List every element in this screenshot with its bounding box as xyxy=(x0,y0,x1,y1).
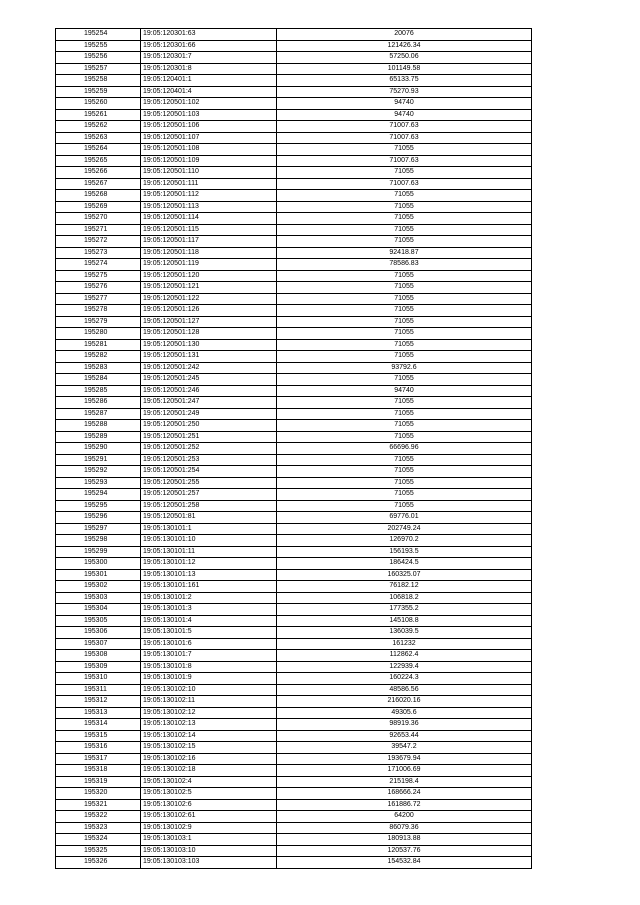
row-number-cell: 195311 xyxy=(56,684,141,696)
row-number-cell: 195299 xyxy=(56,546,141,558)
value-cell: 160224.3 xyxy=(277,673,532,685)
value-cell: 71055 xyxy=(277,270,532,282)
row-number-cell: 195268 xyxy=(56,190,141,202)
value-cell: 94740 xyxy=(277,98,532,110)
cadastral-number-cell: 19:05:120501:117 xyxy=(141,236,277,248)
table-row xyxy=(56,201,532,213)
table-row xyxy=(56,673,532,685)
cadastral-number-cell: 19:05:130102:61 xyxy=(141,811,277,823)
value-cell: 39547.2 xyxy=(277,742,532,754)
value-cell: 71055 xyxy=(277,190,532,202)
table-row xyxy=(56,121,532,133)
value-cell: 94740 xyxy=(277,109,532,121)
cadastral-number-cell: 19:05:120501:258 xyxy=(141,500,277,512)
row-number-cell: 195256 xyxy=(56,52,141,64)
row-number-cell: 195298 xyxy=(56,535,141,547)
table-row xyxy=(56,684,532,696)
value-cell: 156193.5 xyxy=(277,546,532,558)
value-cell: 71055 xyxy=(277,374,532,386)
row-number-cell: 195294 xyxy=(56,489,141,501)
table-row xyxy=(56,75,532,87)
cadastral-number-cell: 19:05:130101:3 xyxy=(141,604,277,616)
cadastral-number-cell: 19:05:130101:12 xyxy=(141,558,277,570)
cadastral-number-cell: 19:05:120501:108 xyxy=(141,144,277,156)
table-row xyxy=(56,190,532,202)
table-row xyxy=(56,397,532,409)
table-row xyxy=(56,615,532,627)
table-row xyxy=(56,443,532,455)
table-row xyxy=(56,132,532,144)
cadastral-value-table xyxy=(55,28,532,869)
table-row xyxy=(56,466,532,478)
row-number-cell: 195269 xyxy=(56,201,141,213)
table-row xyxy=(56,489,532,501)
table-body xyxy=(56,29,532,869)
cadastral-number-cell: 19:05:130101:6 xyxy=(141,638,277,650)
value-cell: 71055 xyxy=(277,431,532,443)
row-number-cell: 195286 xyxy=(56,397,141,409)
cadastral-number-cell: 19:05:120501:112 xyxy=(141,190,277,202)
table-row xyxy=(56,213,532,225)
table-row xyxy=(56,822,532,834)
value-cell: 186424.5 xyxy=(277,558,532,570)
value-cell: 168666.24 xyxy=(277,788,532,800)
value-cell: 161232 xyxy=(277,638,532,650)
value-cell: 57250.06 xyxy=(277,52,532,64)
cadastral-number-cell: 19:05:130102:18 xyxy=(141,765,277,777)
table-row xyxy=(56,719,532,731)
table-row xyxy=(56,753,532,765)
row-number-cell: 195303 xyxy=(56,592,141,604)
table-row xyxy=(56,546,532,558)
row-number-cell: 195272 xyxy=(56,236,141,248)
cadastral-number-cell: 19:05:120501:253 xyxy=(141,454,277,466)
value-cell: 112862.4 xyxy=(277,650,532,662)
table-row xyxy=(56,638,532,650)
value-cell: 71055 xyxy=(277,466,532,478)
value-cell: 71055 xyxy=(277,282,532,294)
table-row xyxy=(56,224,532,236)
row-number-cell: 195262 xyxy=(56,121,141,133)
table-row xyxy=(56,811,532,823)
row-number-cell: 195270 xyxy=(56,213,141,225)
value-cell: 71055 xyxy=(277,213,532,225)
value-cell: 160325.07 xyxy=(277,569,532,581)
table-row xyxy=(56,696,532,708)
row-number-cell: 195266 xyxy=(56,167,141,179)
table-row xyxy=(56,454,532,466)
table-row xyxy=(56,282,532,294)
row-number-cell: 195310 xyxy=(56,673,141,685)
row-number-cell: 195267 xyxy=(56,178,141,190)
value-cell: 106818.2 xyxy=(277,592,532,604)
row-number-cell: 195257 xyxy=(56,63,141,75)
cadastral-number-cell: 19:05:130102:16 xyxy=(141,753,277,765)
value-cell: 145108.8 xyxy=(277,615,532,627)
cadastral-number-cell: 19:05:130102:9 xyxy=(141,822,277,834)
row-number-cell: 195255 xyxy=(56,40,141,52)
cadastral-number-cell: 19:05:120501:246 xyxy=(141,385,277,397)
cadastral-number-cell: 19:05:120501:119 xyxy=(141,259,277,271)
value-cell: 71055 xyxy=(277,144,532,156)
cadastral-number-cell: 19:05:120501:113 xyxy=(141,201,277,213)
table-row xyxy=(56,730,532,742)
table-row xyxy=(56,558,532,570)
table-row xyxy=(56,86,532,98)
cadastral-number-cell: 19:05:130102:6 xyxy=(141,799,277,811)
table-row xyxy=(56,236,532,248)
table-row xyxy=(56,316,532,328)
cadastral-number-cell: 19:05:120501:107 xyxy=(141,132,277,144)
row-number-cell: 195260 xyxy=(56,98,141,110)
value-cell: 180913.88 xyxy=(277,834,532,846)
table-row xyxy=(56,512,532,524)
row-number-cell: 195324 xyxy=(56,834,141,846)
row-number-cell: 195265 xyxy=(56,155,141,167)
table-row xyxy=(56,293,532,305)
value-cell: 202749.24 xyxy=(277,523,532,535)
cadastral-number-cell: 19:05:120501:245 xyxy=(141,374,277,386)
table-row xyxy=(56,40,532,52)
row-number-cell: 195295 xyxy=(56,500,141,512)
cadastral-number-cell: 19:05:120501:242 xyxy=(141,362,277,374)
row-number-cell: 195287 xyxy=(56,408,141,420)
table-row xyxy=(56,144,532,156)
cadastral-number-cell: 19:05:120501:255 xyxy=(141,477,277,489)
cadastral-number-cell: 19:05:120301:8 xyxy=(141,63,277,75)
table-row xyxy=(56,569,532,581)
row-number-cell: 195284 xyxy=(56,374,141,386)
cadastral-number-cell: 19:05:120501:109 xyxy=(141,155,277,167)
table-row xyxy=(56,408,532,420)
table-row xyxy=(56,707,532,719)
value-cell: 86079.36 xyxy=(277,822,532,834)
table-row xyxy=(56,857,532,869)
table-row xyxy=(56,247,532,259)
value-cell: 71055 xyxy=(277,339,532,351)
value-cell: 71007.63 xyxy=(277,178,532,190)
value-cell: 171006.69 xyxy=(277,765,532,777)
value-cell: 154532.84 xyxy=(277,857,532,869)
cadastral-number-cell: 19:05:130103:103 xyxy=(141,857,277,869)
row-number-cell: 195261 xyxy=(56,109,141,121)
value-cell: 121426.34 xyxy=(277,40,532,52)
cadastral-number-cell: 19:05:120501:250 xyxy=(141,420,277,432)
row-number-cell: 195305 xyxy=(56,615,141,627)
table-row xyxy=(56,178,532,190)
table-row xyxy=(56,109,532,121)
table-row xyxy=(56,385,532,397)
value-cell: 48586.56 xyxy=(277,684,532,696)
row-number-cell: 195315 xyxy=(56,730,141,742)
row-number-cell: 195319 xyxy=(56,776,141,788)
row-number-cell: 195317 xyxy=(56,753,141,765)
table-row xyxy=(56,661,532,673)
value-cell: 92653.44 xyxy=(277,730,532,742)
table-row xyxy=(56,374,532,386)
cadastral-number-cell: 19:05:120501:252 xyxy=(141,443,277,455)
row-number-cell: 195309 xyxy=(56,661,141,673)
value-cell: 101149.58 xyxy=(277,63,532,75)
cadastral-number-cell: 19:05:130103:1 xyxy=(141,834,277,846)
table-row xyxy=(56,259,532,271)
row-number-cell: 195323 xyxy=(56,822,141,834)
row-number-cell: 195259 xyxy=(56,86,141,98)
row-number-cell: 195281 xyxy=(56,339,141,351)
cadastral-number-cell: 19:05:130101:7 xyxy=(141,650,277,662)
cadastral-number-cell: 19:05:120501:247 xyxy=(141,397,277,409)
row-number-cell: 195316 xyxy=(56,742,141,754)
value-cell: 177355.2 xyxy=(277,604,532,616)
cadastral-number-cell: 19:05:130102:11 xyxy=(141,696,277,708)
table-row xyxy=(56,63,532,75)
table-row xyxy=(56,650,532,662)
row-number-cell: 195289 xyxy=(56,431,141,443)
row-number-cell: 195285 xyxy=(56,385,141,397)
value-cell: 98919.36 xyxy=(277,719,532,731)
cadastral-number-cell: 19:05:130102:4 xyxy=(141,776,277,788)
row-number-cell: 195325 xyxy=(56,845,141,857)
value-cell: 93792.6 xyxy=(277,362,532,374)
value-cell: 71055 xyxy=(277,224,532,236)
cadastral-number-cell: 19:05:120501:103 xyxy=(141,109,277,121)
row-number-cell: 195326 xyxy=(56,857,141,869)
table-row xyxy=(56,270,532,282)
cadastral-number-cell: 19:05:120501:254 xyxy=(141,466,277,478)
cadastral-number-cell: 19:05:120501:118 xyxy=(141,247,277,259)
cadastral-number-cell: 19:05:120501:110 xyxy=(141,167,277,179)
row-number-cell: 195277 xyxy=(56,293,141,305)
value-cell: 49305.6 xyxy=(277,707,532,719)
cadastral-number-cell: 19:05:120501:81 xyxy=(141,512,277,524)
value-cell: 94740 xyxy=(277,385,532,397)
row-number-cell: 195304 xyxy=(56,604,141,616)
row-number-cell: 195318 xyxy=(56,765,141,777)
table-row xyxy=(56,420,532,432)
value-cell: 71055 xyxy=(277,351,532,363)
row-number-cell: 195290 xyxy=(56,443,141,455)
cadastral-number-cell: 19:05:120501:257 xyxy=(141,489,277,501)
row-number-cell: 195273 xyxy=(56,247,141,259)
value-cell: 75270.93 xyxy=(277,86,532,98)
table-row xyxy=(56,155,532,167)
table-row xyxy=(56,592,532,604)
row-number-cell: 195302 xyxy=(56,581,141,593)
value-cell: 122939.4 xyxy=(277,661,532,673)
cadastral-number-cell: 19:05:120501:121 xyxy=(141,282,277,294)
value-cell: 216020.16 xyxy=(277,696,532,708)
value-cell: 71055 xyxy=(277,408,532,420)
row-number-cell: 195263 xyxy=(56,132,141,144)
value-cell: 78586.83 xyxy=(277,259,532,271)
row-number-cell: 195280 xyxy=(56,328,141,340)
cadastral-number-cell: 19:05:130101:5 xyxy=(141,627,277,639)
cadastral-number-cell: 19:05:120501:130 xyxy=(141,339,277,351)
row-number-cell: 195276 xyxy=(56,282,141,294)
value-cell: 120537.76 xyxy=(277,845,532,857)
row-number-cell: 195306 xyxy=(56,627,141,639)
value-cell: 71007.63 xyxy=(277,155,532,167)
cadastral-number-cell: 19:05:120501:102 xyxy=(141,98,277,110)
table-row xyxy=(56,500,532,512)
cadastral-number-cell: 19:05:120501:131 xyxy=(141,351,277,363)
row-number-cell: 195300 xyxy=(56,558,141,570)
cadastral-number-cell: 19:05:130102:14 xyxy=(141,730,277,742)
value-cell: 71055 xyxy=(277,328,532,340)
cadastral-number-cell: 19:05:130103:10 xyxy=(141,845,277,857)
cadastral-number-cell: 19:05:130101:10 xyxy=(141,535,277,547)
value-cell: 71055 xyxy=(277,316,532,328)
row-number-cell: 195271 xyxy=(56,224,141,236)
row-number-cell: 195274 xyxy=(56,259,141,271)
table-row xyxy=(56,52,532,64)
cadastral-number-cell: 19:05:130101:9 xyxy=(141,673,277,685)
value-cell: 69776.01 xyxy=(277,512,532,524)
row-number-cell: 195322 xyxy=(56,811,141,823)
table-row xyxy=(56,742,532,754)
value-cell: 71055 xyxy=(277,489,532,501)
table-row xyxy=(56,776,532,788)
row-number-cell: 195293 xyxy=(56,477,141,489)
table-row xyxy=(56,328,532,340)
value-cell: 71055 xyxy=(277,397,532,409)
value-cell: 65133.75 xyxy=(277,75,532,87)
table-row xyxy=(56,765,532,777)
table-row xyxy=(56,535,532,547)
table-row xyxy=(56,305,532,317)
value-cell: 71055 xyxy=(277,420,532,432)
row-number-cell: 195288 xyxy=(56,420,141,432)
cadastral-number-cell: 19:05:130101:11 xyxy=(141,546,277,558)
row-number-cell: 195314 xyxy=(56,719,141,731)
value-cell: 71055 xyxy=(277,454,532,466)
row-number-cell: 195264 xyxy=(56,144,141,156)
cadastral-number-cell: 19:05:120301:63 xyxy=(141,29,277,41)
cadastral-number-cell: 19:05:130101:1 xyxy=(141,523,277,535)
table-row xyxy=(56,351,532,363)
cadastral-number-cell: 19:05:120501:126 xyxy=(141,305,277,317)
value-cell: 215198.4 xyxy=(277,776,532,788)
cadastral-number-cell: 19:05:120501:106 xyxy=(141,121,277,133)
cadastral-number-cell: 19:05:130101:2 xyxy=(141,592,277,604)
cadastral-number-cell: 19:05:120301:66 xyxy=(141,40,277,52)
cadastral-number-cell: 19:05:120501:128 xyxy=(141,328,277,340)
cadastral-number-cell: 19:05:120301:7 xyxy=(141,52,277,64)
table-row xyxy=(56,167,532,179)
row-number-cell: 195283 xyxy=(56,362,141,374)
value-cell: 71055 xyxy=(277,167,532,179)
value-cell: 193679.94 xyxy=(277,753,532,765)
cadastral-number-cell: 19:05:120501:122 xyxy=(141,293,277,305)
value-cell: 20076 xyxy=(277,29,532,41)
row-number-cell: 195291 xyxy=(56,454,141,466)
value-cell: 71055 xyxy=(277,201,532,213)
cadastral-number-cell: 19:05:120501:111 xyxy=(141,178,277,190)
table-row xyxy=(56,627,532,639)
cadastral-number-cell: 19:05:120501:115 xyxy=(141,224,277,236)
table-row xyxy=(56,604,532,616)
row-number-cell: 195296 xyxy=(56,512,141,524)
cadastral-number-cell: 19:05:120501:249 xyxy=(141,408,277,420)
value-cell: 136039.5 xyxy=(277,627,532,639)
row-number-cell: 195279 xyxy=(56,316,141,328)
row-number-cell: 195278 xyxy=(56,305,141,317)
cadastral-number-cell: 19:05:130102:15 xyxy=(141,742,277,754)
row-number-cell: 195258 xyxy=(56,75,141,87)
row-number-cell: 195312 xyxy=(56,696,141,708)
cadastral-number-cell: 19:05:130101:4 xyxy=(141,615,277,627)
row-number-cell: 195297 xyxy=(56,523,141,535)
value-cell: 71007.63 xyxy=(277,121,532,133)
table-row xyxy=(56,834,532,846)
row-number-cell: 195275 xyxy=(56,270,141,282)
row-number-cell: 195320 xyxy=(56,788,141,800)
cadastral-number-cell: 19:05:120401:1 xyxy=(141,75,277,87)
row-number-cell: 195254 xyxy=(56,29,141,41)
row-number-cell: 195282 xyxy=(56,351,141,363)
table-row xyxy=(56,845,532,857)
value-cell: 71055 xyxy=(277,236,532,248)
table-row xyxy=(56,788,532,800)
table-row xyxy=(56,477,532,489)
table-row xyxy=(56,799,532,811)
value-cell: 71055 xyxy=(277,293,532,305)
cadastral-number-cell: 19:05:130102:10 xyxy=(141,684,277,696)
value-cell: 92418.87 xyxy=(277,247,532,259)
value-cell: 71055 xyxy=(277,477,532,489)
cadastral-number-cell: 19:05:120501:127 xyxy=(141,316,277,328)
row-number-cell: 195313 xyxy=(56,707,141,719)
cadastral-number-cell: 19:05:120501:120 xyxy=(141,270,277,282)
row-number-cell: 195321 xyxy=(56,799,141,811)
value-cell: 71055 xyxy=(277,500,532,512)
cadastral-number-cell: 19:05:120401:4 xyxy=(141,86,277,98)
table-row xyxy=(56,339,532,351)
value-cell: 76182.12 xyxy=(277,581,532,593)
value-cell: 66696.96 xyxy=(277,443,532,455)
cadastral-number-cell: 19:05:130102:5 xyxy=(141,788,277,800)
cadastral-number-cell: 19:05:130102:12 xyxy=(141,707,277,719)
table-row xyxy=(56,581,532,593)
cadastral-number-cell: 19:05:130101:8 xyxy=(141,661,277,673)
value-cell: 71007.63 xyxy=(277,132,532,144)
value-cell: 161886.72 xyxy=(277,799,532,811)
table-row xyxy=(56,98,532,110)
row-number-cell: 195292 xyxy=(56,466,141,478)
row-number-cell: 195308 xyxy=(56,650,141,662)
cadastral-number-cell: 19:05:130101:161 xyxy=(141,581,277,593)
cadastral-number-cell: 19:05:120501:251 xyxy=(141,431,277,443)
row-number-cell: 195307 xyxy=(56,638,141,650)
table-row xyxy=(56,431,532,443)
value-cell: 64200 xyxy=(277,811,532,823)
table-row xyxy=(56,362,532,374)
row-number-cell: 195301 xyxy=(56,569,141,581)
table-row xyxy=(56,29,532,41)
cadastral-number-cell: 19:05:120501:114 xyxy=(141,213,277,225)
value-cell: 126970.2 xyxy=(277,535,532,547)
value-cell: 71055 xyxy=(277,305,532,317)
cadastral-number-cell: 19:05:130102:13 xyxy=(141,719,277,731)
cadastral-number-cell: 19:05:130101:13 xyxy=(141,569,277,581)
table-row xyxy=(56,523,532,535)
